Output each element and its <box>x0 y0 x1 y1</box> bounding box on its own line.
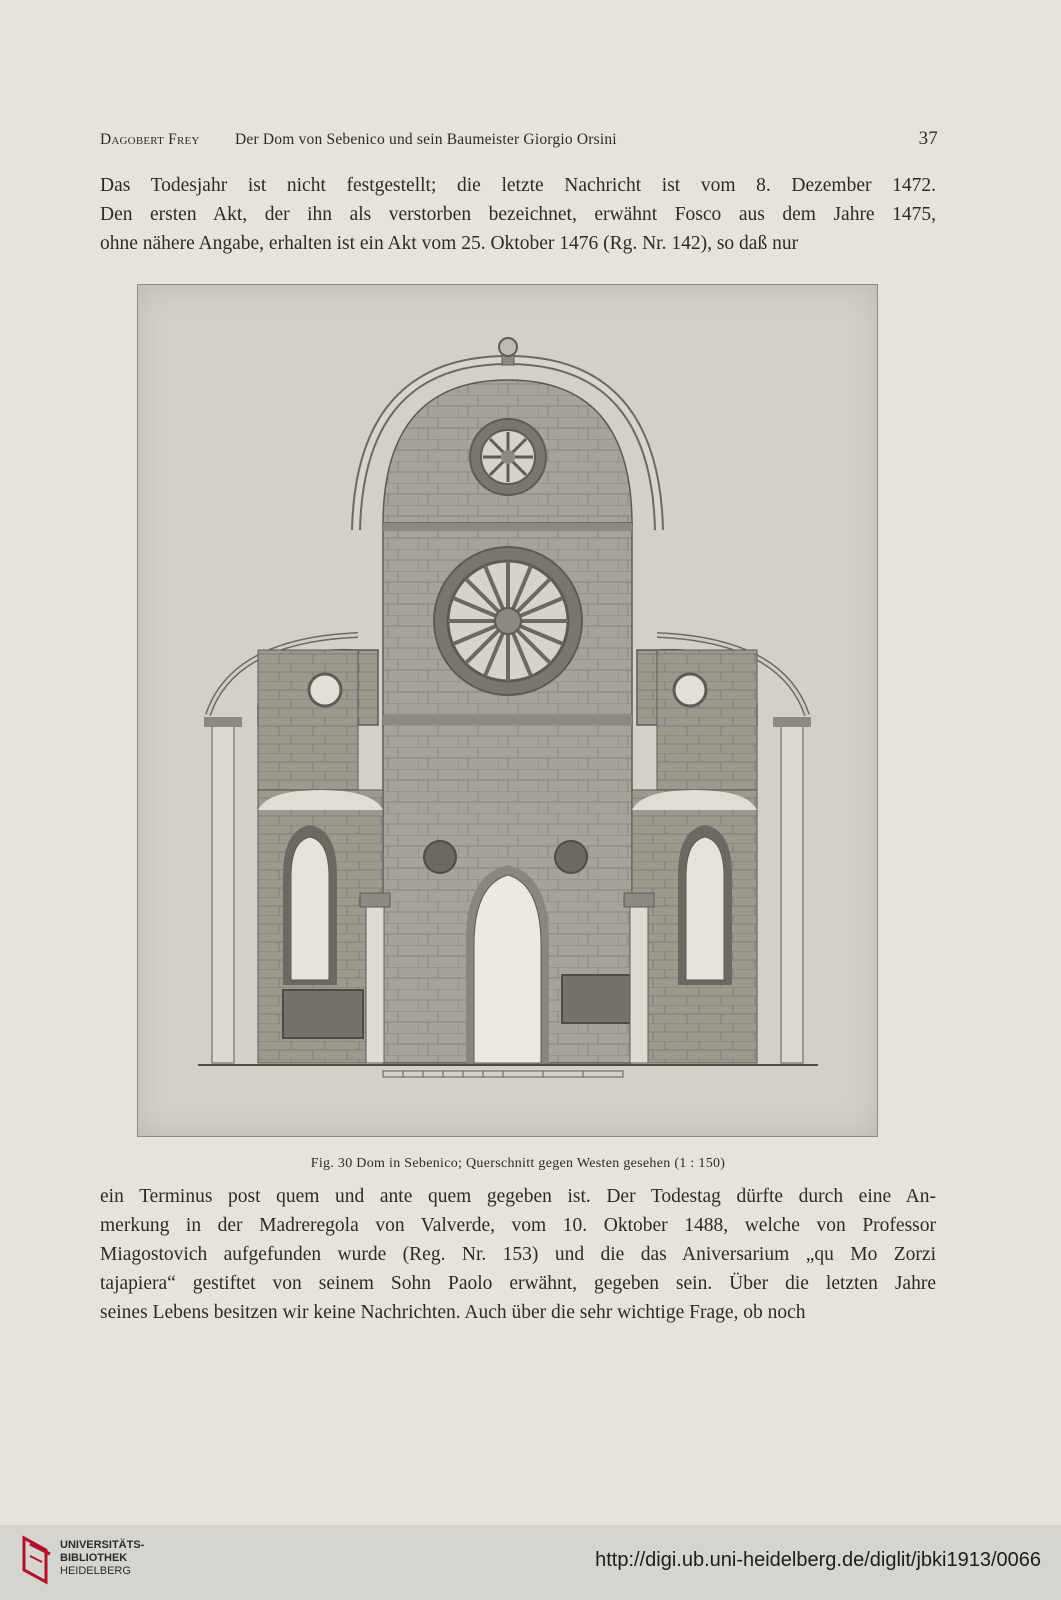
library-name-line: BIBLIOTHEK <box>60 1552 128 1564</box>
text-line: ohne nähere Angabe, erhalten ist ein Akt vom 25. Oktober 1476 (Rg. Nr. 142), so daß nur <box>100 233 799 254</box>
library-name <box>60 1539 144 1578</box>
text-line: tajapiera“ gestiftet von seinem Sohn Paolo erwähnt, gegeben sein. Über die letzten Jahre <box>100 1273 936 1294</box>
page-number: 37 <box>918 128 938 149</box>
library-name-line: UNIVERSITÄTS- <box>60 1539 145 1551</box>
text-line: ein Terminus post quem und ante quem gegeben ist. Der Todestag dürfte durch eine An- <box>100 1186 936 1207</box>
library-name-line: HEIDELBERG <box>60 1565 131 1577</box>
text-line: Miagostovich aufgefunden wurde (Reg. Nr. 153) und die das Aniversarium „qu Mo Zorzi <box>100 1244 936 1265</box>
running-head <box>100 128 938 152</box>
text-line: merkung in der Madreregola von Valverde, vom 10. Oktober 1488, welche von Professor <box>100 1215 936 1236</box>
figure-cathedral-section <box>137 284 878 1137</box>
paragraph-top <box>100 171 936 258</box>
cathedral-section-drawing <box>138 285 877 1136</box>
running-head-title: Der Dom von Sebenico und sein Baumeister Giorgio Orsini <box>235 131 617 148</box>
text-line: Das Todesjahr ist nicht festgestellt; die letzte Nachricht ist vom 8. Dezember 1472. <box>100 175 936 196</box>
source-url-link[interactable]: http://digi.ub.uni-heidelberg.de/diglit/jbki1913/0066 <box>595 1549 1041 1571</box>
paragraph-bottom <box>100 1182 936 1327</box>
running-head-author: Dagobert Frey <box>100 131 200 148</box>
library-logo-icon <box>22 1534 52 1586</box>
footer-bar <box>0 1525 1061 1600</box>
figure-caption: Fig. 30 Dom in Sebenico; Querschnitt gegen Westen gesehen (1 : 150) <box>310 1156 726 1171</box>
text-line: seines Lebens besitzen wir keine Nachrichten. Auch über die sehr wichtige Frage, ob noch <box>100 1302 806 1323</box>
text-line: Den ersten Akt, der ihn als verstorben bezeichnet, erwähnt Fosco aus dem Jahre 1475, <box>100 204 936 225</box>
